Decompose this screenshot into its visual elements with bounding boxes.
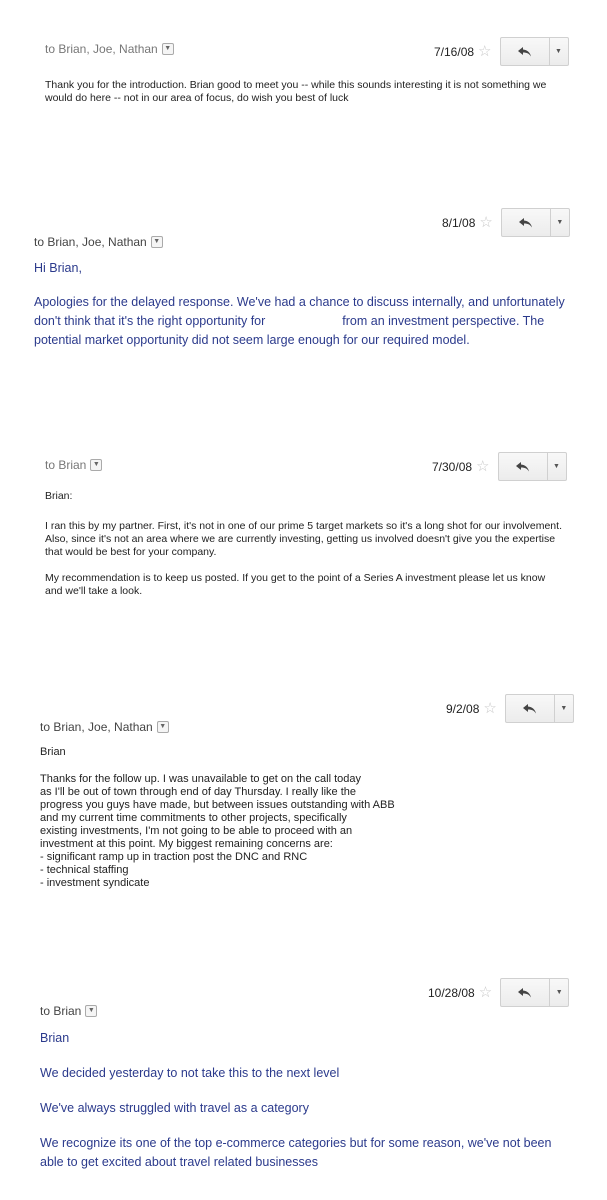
email-2	[0, 200, 607, 420]
email-meta	[434, 37, 569, 66]
email-body	[45, 490, 565, 611]
more-options-button[interactable]: ▼	[555, 989, 563, 996]
reply-button[interactable]	[499, 453, 548, 480]
reply-icon	[523, 704, 537, 714]
email-paragraph	[34, 293, 574, 350]
email-3	[0, 440, 607, 640]
email-greeting: Brian	[40, 746, 66, 758]
star-icon[interactable]: ☆	[483, 700, 497, 717]
reply-button[interactable]	[501, 979, 550, 1006]
reply-button-group	[501, 208, 570, 237]
recipients-dropdown-icon[interactable]: ▼	[157, 721, 169, 733]
reply-button[interactable]	[502, 209, 551, 236]
recipients[interactable]	[45, 42, 174, 56]
reply-icon	[518, 988, 532, 998]
email-paragraph: My recommendation is to keep us posted. If you get to the point of a Series A investment please let us know and we'll take a look.	[45, 572, 546, 597]
email-paragraph: We recognize its one of the top e-commerce categories but for some reason, we've not been able to get excited about travel related businesses	[40, 1136, 552, 1169]
email-greeting: Hi Brian,	[34, 261, 82, 275]
star-icon[interactable]: ☆	[479, 214, 493, 231]
email-line: and my current time commitments to other projects, specifically	[40, 812, 347, 824]
email-date: 7/30/08	[432, 459, 473, 474]
recipients-label: to Brian, Joe, Nathan	[40, 720, 153, 734]
star-icon[interactable]: ☆	[476, 458, 490, 475]
email-line: Thanks for the follow up. I was unavailable to get on the call today	[40, 773, 362, 785]
email-date: 10/28/08	[428, 985, 475, 1000]
email-1	[0, 0, 607, 160]
email-line: - significant ramp up in traction post the DNC and RNC	[40, 851, 308, 863]
reply-icon	[519, 218, 533, 228]
recipients-label: to Brian	[40, 1004, 82, 1018]
reply-button-group	[500, 37, 569, 66]
recipients[interactable]	[40, 1004, 97, 1018]
reply-button[interactable]	[506, 695, 555, 722]
recipients-label: to Brian	[45, 458, 87, 472]
recipients-dropdown-icon[interactable]: ▼	[90, 459, 102, 471]
email-paragraph-part: from an investment perspective. The potential market opportunity did not seem large enough for our required model.	[34, 314, 545, 347]
email-line: investment at this point. My biggest remaining concerns are:	[40, 838, 333, 850]
email-paragraph: We've always struggled with travel as a category	[40, 1101, 309, 1115]
recipients-label: to Brian, Joe, Nathan	[34, 235, 147, 249]
email-greeting: Brian	[40, 1031, 70, 1045]
more-options-button[interactable]: ▼	[555, 48, 562, 55]
email-paragraph: We decided yesterday to not take this to the next level	[40, 1066, 340, 1080]
email-line: progress you guys have made, but between issues outstanding with ABB	[40, 799, 395, 811]
email-line: existing investments, I'm not going to be able to proceed with an	[40, 825, 353, 837]
email-meta	[446, 694, 574, 723]
email-date: 8/1/08	[442, 215, 476, 230]
reply-button-group	[498, 452, 567, 481]
recipients[interactable]	[40, 720, 169, 734]
email-paragraph-part: Apologies for the delayed response. We've had a chance to discuss internally, and unfortunately don't think that it's the right opportunity for	[34, 295, 565, 328]
reply-icon	[516, 462, 530, 472]
email-line: as I'll be out of town through end of day Thursday. I really like the	[40, 786, 356, 798]
more-options-button[interactable]: ▼	[553, 463, 560, 470]
email-meta	[428, 978, 569, 1007]
reply-icon	[518, 47, 532, 57]
email-greeting: Brian:	[45, 490, 73, 502]
recipients-label: to Brian, Joe, Nathan	[45, 42, 158, 56]
star-icon[interactable]: ☆	[478, 43, 492, 60]
reply-button[interactable]	[501, 38, 550, 65]
email-body	[40, 1029, 560, 1188]
email-body	[45, 79, 565, 118]
recipients[interactable]	[45, 458, 102, 472]
star-icon[interactable]: ☆	[478, 984, 493, 1001]
recipients-dropdown-icon[interactable]: ▼	[151, 236, 163, 248]
more-options-button[interactable]: ▼	[560, 705, 568, 712]
reply-button-group	[500, 978, 569, 1007]
email-line: - technical staffing	[40, 864, 129, 876]
email-date: 7/16/08	[434, 44, 475, 59]
email-line: - investment syndicate	[40, 877, 150, 889]
email-body	[34, 259, 574, 366]
recipients[interactable]	[34, 235, 163, 249]
email-paragraph: Thank you for the introduction. Brian good to meet you -- while this sounds interesting it is not something we would do here -- not in our area of focus, do wish you best of luck	[45, 79, 547, 104]
email-date: 9/2/08	[446, 701, 480, 716]
reply-button-group	[505, 694, 574, 723]
email-5	[0, 970, 607, 1200]
email-meta	[432, 452, 567, 481]
more-options-button[interactable]: ▼	[556, 219, 564, 226]
recipients-dropdown-icon[interactable]: ▼	[85, 1005, 97, 1017]
email-paragraph: I ran this by my partner. First, it's not in one of our prime 5 target markets so it's a long shot for our involvement. Also, since it's not an area where we are currently investing, getting us involved doesn't give you the expertise that would be best for your company.	[45, 520, 562, 558]
email-body	[40, 746, 560, 890]
email-4	[0, 690, 607, 920]
recipients-dropdown-icon[interactable]: ▼	[162, 43, 174, 55]
email-meta	[442, 208, 570, 237]
